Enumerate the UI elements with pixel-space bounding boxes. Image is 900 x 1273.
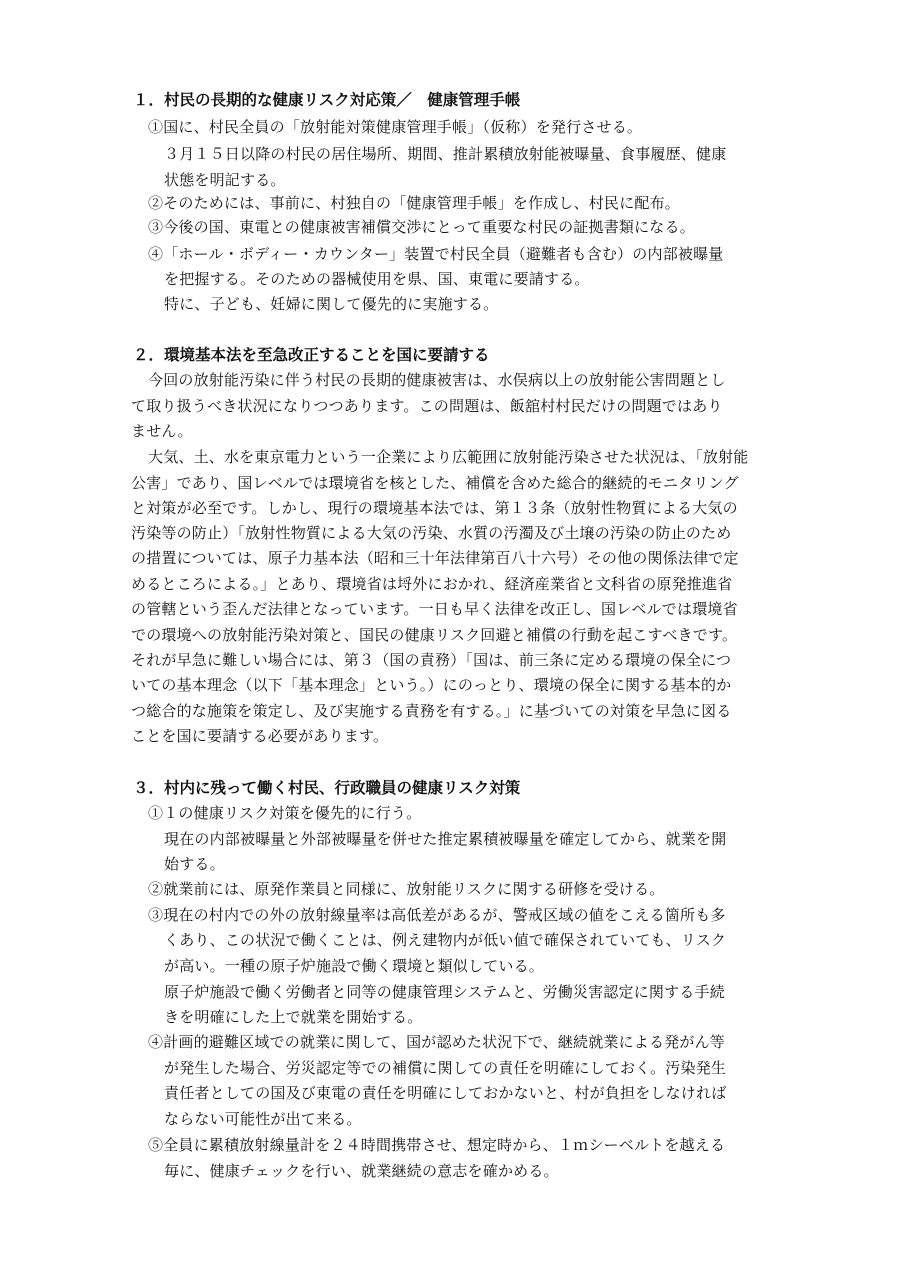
section-1-line: ③今後の国、東電との健康被害補償交渉にとって重要な村民の証拠書類になる。 [148,218,695,236]
section-1-line: 特に、子ども、妊婦に関して優先的に実施する。 [164,295,499,313]
section-2-line: それが早急に難しい場合には、第３（国の責務）「国は、前三条に定める環境の保全につ [131,651,732,669]
section-3-line: 原子炉施設で働く労働者と同等の健康管理システムと、労働災害認定に関する手続 [164,983,725,1001]
section-2-line: と対策が必至です。しかし、現行の環境基本法では、第１３条（放射性物質による大気の [131,499,738,517]
section-2-line: の措置については、原子力基本法（昭和三十年法律第百八十六号）その他の関係法律で定 [131,549,739,567]
section-2-title: ２．環境基本法を至急改正することを国に要請する [133,346,490,364]
section-2-line: 大気、土、水を東京電力という一企業により広範囲に放射能汚染させた状況は、「放射能 [148,448,749,466]
section-3-title: ３．村内に残って働く村民、行政職員の健康リスク対策 [133,779,521,797]
section-3-line: ならない可能性が出て来る。 [164,1110,362,1128]
section-1-line: ３月１５日以降の村民の居住場所、期間、推計累積放射能被曝量、食事履歴、健康 [164,145,727,163]
section-3-line: ③現在の村内での外の放射線量率は高低差があるが、警戒区域の値をこえる箇所も多 [148,906,726,924]
section-2-line: めるところによる。」とあり、環境省は埒外におかれ、経済産業省と文科省の原発推進省 [131,575,733,593]
section-1-line: 状態を明記する。 [164,171,286,189]
section-2-line: いての基本理念（以下「基本理念」という。）にのっとり、環境の保全に関する基本的か [131,676,732,694]
section-3-line: 現在の内部被曝量と外部被曝量を併せた推定累積被曝量を確定してから、就業を開 [164,830,727,848]
section-2-line: 今回の放射能汚染に伴う村民の長期的健康被害は、水俣病以上の放射能公害問題とし [148,371,726,389]
section-2-line: 公害」であり、国レベルでは環境省を核とした、補償を含めた総合的継続的モニタリング [131,474,739,492]
section-1-line: ①国に、村民全員の「放射能対策健康管理手帳」（仮称）を発行させる。 [148,118,643,136]
section-2-line: での環境への放射能汚染対策と、国民の健康リスク回避と補償の行動を起こすべきです。 [131,626,738,644]
section-2-line: て取り扱うべき状況になりつつあります。この問題は、飯舘村村民だけの問題ではあり [131,397,723,415]
section-3-line: 毎に、健康チェックを行い、就業継続の意志を確かめる。 [164,1162,559,1180]
section-2-line: ません。 [131,422,193,440]
section-2-line: ことを国に要請する必要があります。 [131,727,389,745]
section-3-line: 始する。 [164,855,225,873]
section-3-line: ⑤全員に累積放射線量計を２４時間携帯させ、想定時から、１ｍシーベルトを越える [148,1136,726,1154]
section-2-line: つ総合的な施策を策定し、及び実施する責務を有する。」に基づいての対策を早急に図る [131,702,732,720]
section-3-line: ②就業前には、原発作業員と同様に、放射能リスクに関する研修を受ける。 [148,880,665,898]
section-2-line: 汚染等の防止）「放射性物質による大気の汚染、水質の汚濁及び土壌の汚染の防止のため [131,524,732,542]
section-3-line: が高い。一種の原子炉施設で働く環境と類似している。 [164,957,545,975]
section-1-line: を把握する。そのための器械使用を県、国、東電に要請する。 [164,270,590,288]
section-1-title: １．村民の長期的な健康リスク対応策／ 健康管理手帳 [133,91,521,109]
section-3-line: くあり、この状況で働くことは、例え建物内が低い値で確保されていても、リスク [164,931,727,949]
section-2-line: の管轄という歪んだ法律となっています。一日も早く法律を改正し、国レベルでは環境省 [131,600,738,618]
section-3-line: ④計画的避難区域での就業に関して、国が認めた状況下で、継続就業による発がん等 [148,1033,726,1051]
section-3-line: ①１の健康リスク対策を優先的に行う。 [148,804,422,822]
section-3-line: きを明確にした上で就業を開始する。 [164,1008,423,1026]
section-3-line: 責任者としての国及び東電の責任を明確にしておかないと、村が負担をしなければ [164,1084,727,1102]
section-3-line: が発生した場合、労災認定等での補償に関しての責任を明確にしておく。汚染発生 [164,1059,727,1077]
section-1-line: ②そのためには、事前に、村独自の「健康管理手帳」を作成し、村民に配布。 [148,194,681,212]
section-1-line: ④「ホール・ボディー・カウンター」装置で村民全員（避難者も含む）の内部被曝量 [148,245,724,263]
